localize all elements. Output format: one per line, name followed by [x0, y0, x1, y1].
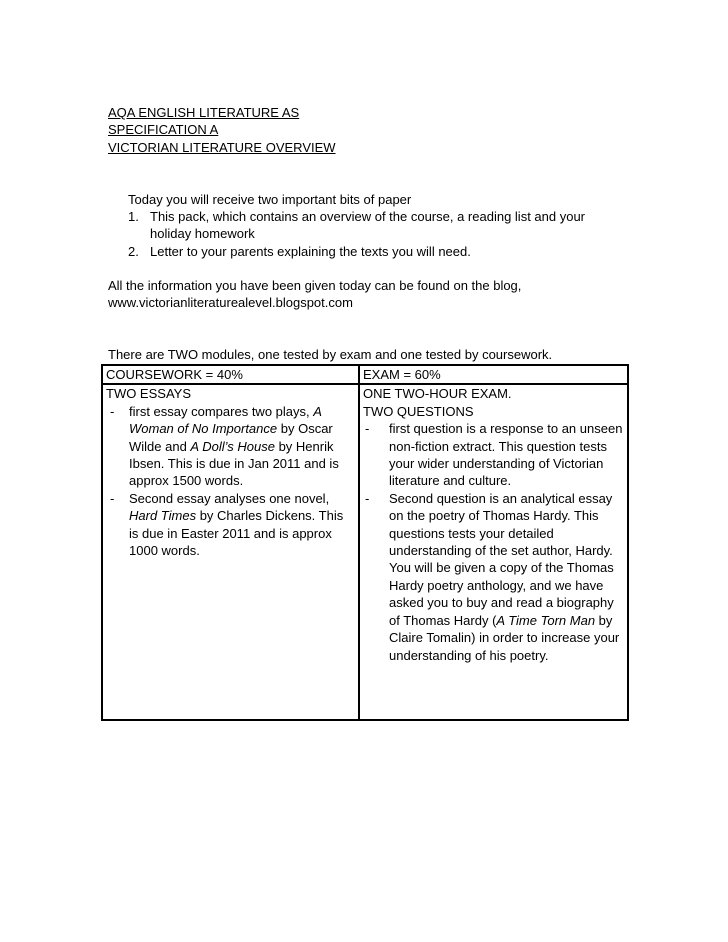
exam-cell: [359, 384, 628, 720]
exam-bullet-1: [363, 420, 623, 490]
modules-table: [101, 364, 629, 721]
bullet-text: by Oscar Wilde and: [129, 421, 333, 454]
intro-item-1-number: 1.: [128, 209, 139, 224]
coursework-list: [106, 403, 354, 560]
intro-item-2-number: 2.: [128, 244, 139, 259]
heading-line-1: AQA ENGLISH LITERATURE AS: [108, 105, 300, 120]
coursework-bullet-2: [106, 490, 354, 560]
exam-title: ONE TWO-HOUR EXAM.: [363, 386, 512, 402]
dash-marker: -: [110, 403, 115, 419]
title-text: A Time Torn Man: [496, 612, 596, 628]
exam-subtitle: TWO QUESTIONS: [363, 403, 474, 419]
heading-line-2: SPECIFICATION A: [108, 122, 219, 137]
bullet-text: first essay compares two plays,: [129, 403, 314, 419]
coursework-bullet-1: [106, 403, 354, 490]
title-text: A Doll’s House: [190, 438, 275, 454]
table-body-row: [102, 384, 628, 720]
title-text: A Woman of No Importance: [129, 403, 322, 437]
title-text: Hard Times: [129, 508, 197, 524]
dash-marker: -: [365, 490, 370, 506]
modules-intro: There are TWO modules, one tested by exam and one tested by coursework.: [108, 347, 553, 362]
heading-line-3: VICTORIAN LITERATURE OVERVIEW: [108, 140, 336, 155]
bullet-text: by Henrik Ibsen. This is due in Jan 2011 and is approx 1500 words.: [129, 438, 339, 489]
exam-header-cell: EXAM = 60%: [359, 365, 628, 384]
bullet-text: by Claire Tomalin) in order to increase your understanding of his poetry.: [389, 612, 620, 663]
table-header-row: [102, 365, 628, 384]
coursework-cell: [102, 384, 359, 720]
intro-lead: Today you will receive two important bits of paper: [128, 192, 412, 207]
bullet-text: Second question is an analytical essay on the poetry of Thomas Hardy. This questions tests your detailed understanding of the set author, Hardy. You will be given a copy of the Thomas Hardy poetry anthology, and we have asked you to buy and read a biography of Thomas Hardy (: [389, 490, 614, 628]
exam-list: [363, 420, 623, 664]
exam-bullet-2: [363, 490, 623, 664]
intro-item-1-text: This pack, which contains an overview of the course, a reading list and your: [150, 209, 586, 224]
dash-marker: -: [110, 490, 115, 506]
coursework-header-cell: COURSEWORK = 40%: [102, 365, 359, 384]
blog-url[interactable]: www.victorianliteraturealevel.blogspot.com: [108, 295, 353, 310]
blog-text: All the information you have been given today can be found on the blog,: [108, 278, 522, 293]
bullet-text: by Charles Dickens. This is due in Easter 2011 and is approx 1000 words.: [129, 508, 344, 559]
coursework-title: TWO ESSAYS: [106, 386, 191, 402]
intro-item-2-text: Letter to your parents explaining the texts you will need.: [150, 244, 471, 259]
bullet-text: Second essay analyses one novel,: [129, 490, 330, 506]
bullet-text: first question is a response to an unseen non-fiction extract. This question tests your wider understanding of Victorian literature and culture.: [389, 421, 623, 489]
intro-item-1-text-cont: holiday homework: [150, 226, 255, 241]
dash-marker: -: [365, 421, 370, 437]
